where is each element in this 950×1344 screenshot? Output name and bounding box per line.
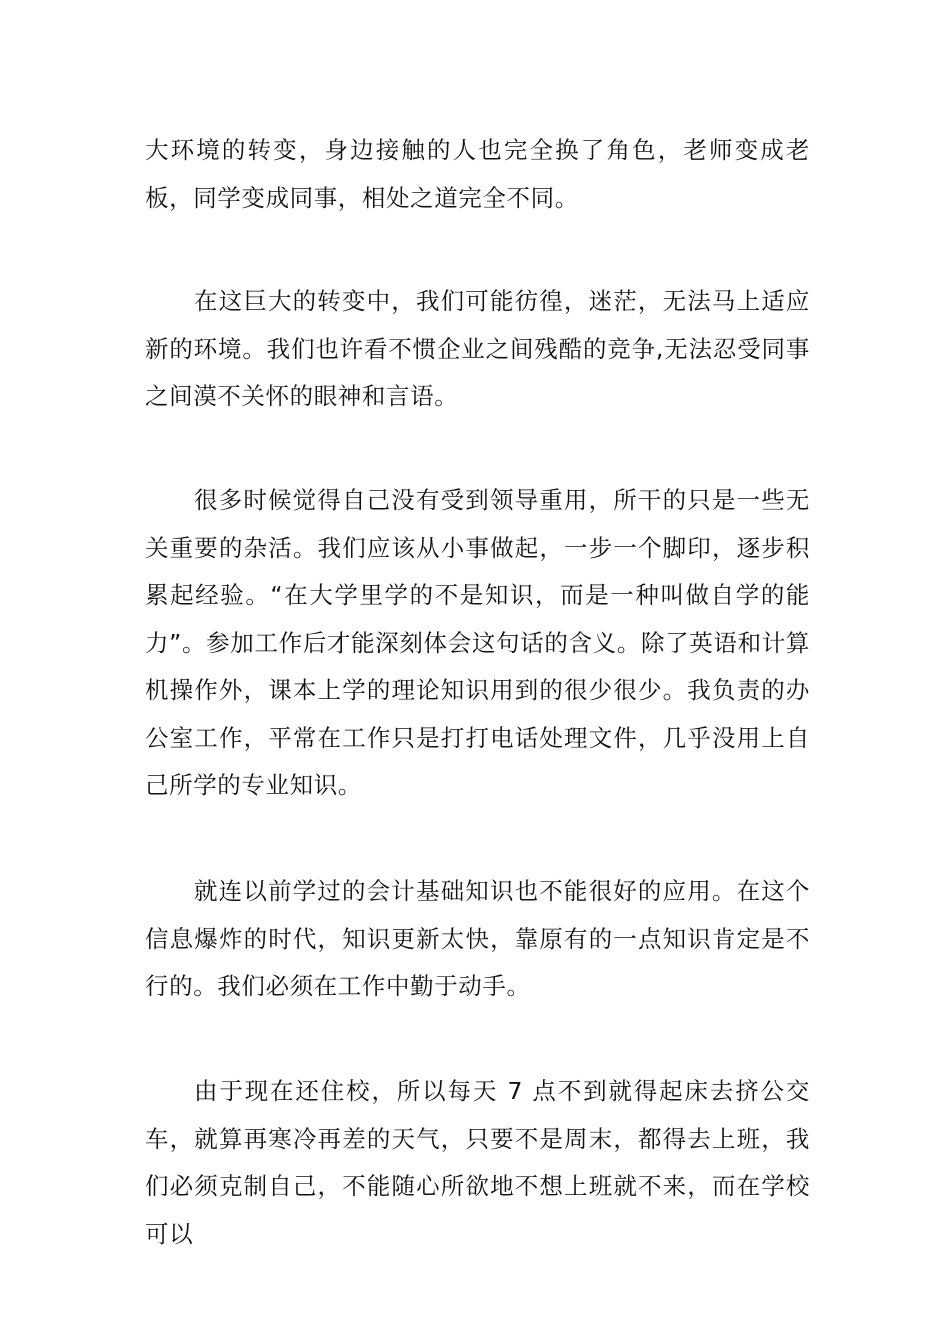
paragraph-1: 大环境的转变，身边接触的人也完全换了角色，老师变成老板，同学变成同事，相处之道完全不同。 [145, 136, 810, 212]
paragraph-2: 在这巨大的转变中，我们可能彷徨，迷茫，无法马上适应新的环境。我们也许看不惯企业之间残酷的竞争,无法忍受同事之间漠不关怀的眼神和言语。 [145, 287, 810, 410]
paragraph-4: 就连以前学过的会计基础知识也不能很好的应用。在这个信息爆炸的时代，知识更新太快，靠原有的一点知识肯定是不行的。我们必须在工作中勤于动手。 [145, 877, 810, 1000]
paragraph-3: 很多时候觉得自己没有受到领导重用，所干的只是一些无关重要的杂活。我们应该从小事做起，一步一个脚印，逐步积累起经验。“在大学里学的不是知识，而是一种叫做自学的能力”。参加工作后才能深刻体会这句话的含义。除了英语和计算机操作外，课本上学的理论知识用到的很少很少。我负责的办公室工作，平常在工作只是打打电话处理文件，几乎没用上自己所学的专业知识。 [145, 486, 810, 799]
paragraph-5: 由于现在还住校，所以每天 7 点不到就得起床去挤公交车，就算再寒冷再差的天气，只要不是周末，都得去上班，我们必须克制自己，不能随心所欲地不想上班就不来，而在学校可以 [145, 1077, 810, 1248]
